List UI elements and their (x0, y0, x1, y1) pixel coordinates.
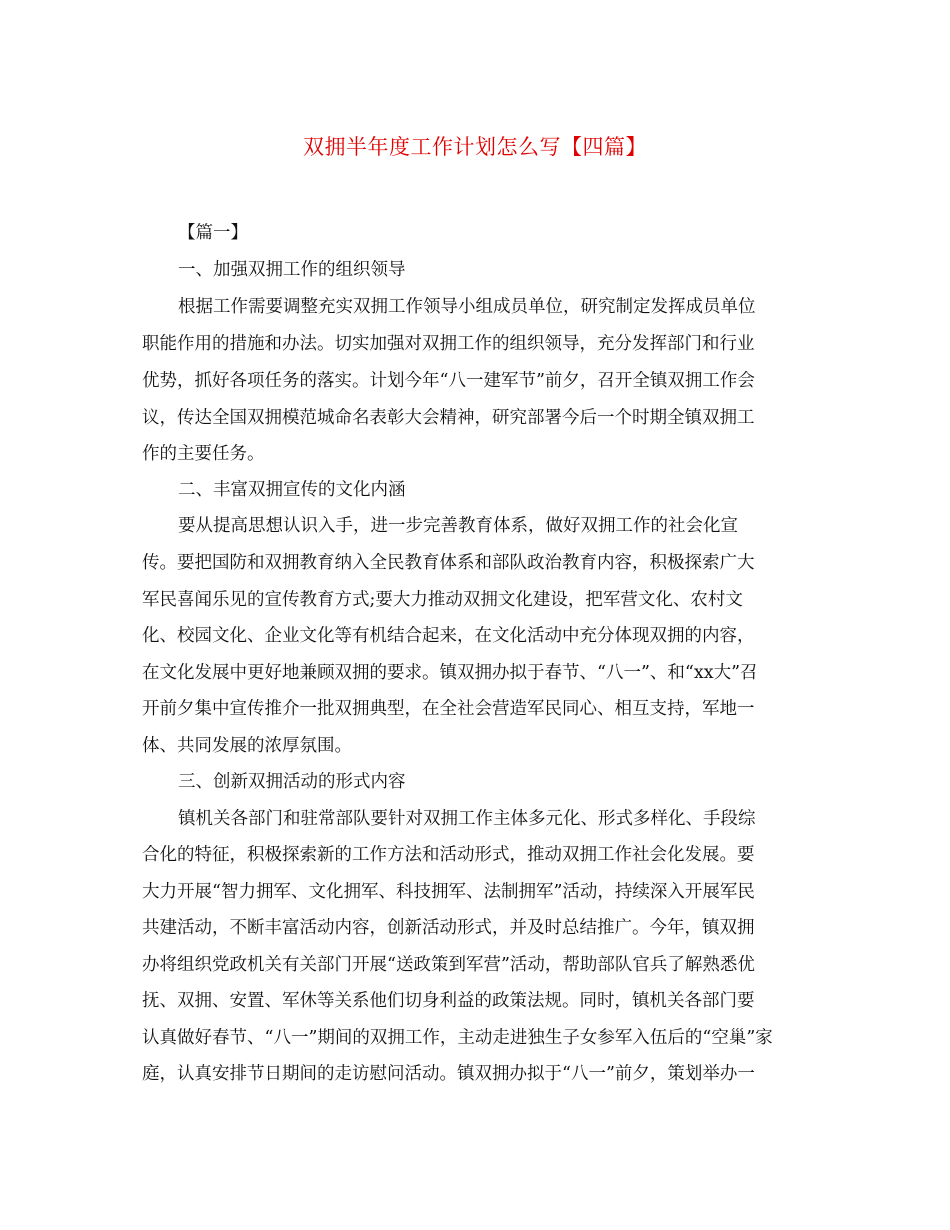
paragraph-1-line: 职能作用的措施和办法。切实加强对双拥工作的组织领导，充分发挥部门和行业 (142, 334, 755, 354)
heading-1: 一、加强双拥工作的组织领导 (178, 260, 406, 280)
paragraph-3-line: 大力开展“智力拥军、文化拥军、科技拥军、法制拥军”活动，持续深入开展军民 (142, 882, 755, 902)
paragraph-3-line: 认真做好春节、“八一”期间的双拥工作，主动走进独生子女参军入伍后的“空巢”家 (142, 1028, 773, 1048)
paragraph-1-line: 作的主要任务。 (142, 444, 265, 464)
paragraph-2-line: 在文化发展中更好地兼顾双拥的要求。镇双拥办拟于春节、“八一”、和“xx大”召 (142, 663, 758, 683)
paragraph-3-line: 合化的特征，积极探索新的工作方法和活动形式，推动双拥工作社会化发展。要 (142, 845, 755, 865)
paragraph-3-line: 庭，认真安排节日期间的走访慰问活动。镇双拥办拟于“八一”前夕，策划举办一 (142, 1064, 755, 1084)
paragraph-2-line: 体、共同发展的浓厚氛围。 (142, 736, 352, 756)
paragraph-1-line: 优势，抓好各项任务的落实。计划今年“八一建军节”前夕，召开全镇双拥工作会 (142, 371, 755, 391)
paragraph-2-line: 军民喜闻乐见的宣传教育方式;要大力推动双拥文化建设，把军营文化、农村文 (142, 590, 743, 610)
paragraph-1-line: 议，传达全国双拥模范城命名表彰大会精神，研究部署今后一个时期全镇双拥工 (142, 408, 755, 428)
paragraph-2-line: 要从提高思想认识入手，进一步完善教育体系，做好双拥工作的社会化宣 (178, 516, 738, 536)
heading-2: 二、丰富双拥宣传的文化内涵 (178, 480, 406, 500)
paragraph-1-line: 根据工作需要调整充实双拥工作领导小组成员单位，研究制定发挥成员单位 (178, 297, 756, 317)
paragraph-3-line: 共建活动，不断丰富活动内容，创新活动形式，并及时总结推广。今年，镇双拥 (142, 918, 755, 938)
paragraph-2-line: 化、校园文化、企业文化等有机结合起来，在文化活动中充分体现双拥的内容， (142, 626, 755, 646)
heading-3: 三、创新双拥活动的形式内容 (178, 772, 406, 792)
paragraph-3-line: 办将组织党政机关有关部门开展“送政策到军营”活动，帮助部队官兵了解熟悉优 (142, 955, 755, 975)
paragraph-2-line: 开前夕集中宣传推介一批双拥典型，在全社会营造军民同心、相互支持，军地一 (142, 699, 755, 719)
section-label: 【篇一】 (178, 223, 248, 243)
paragraph-3-line: 抚、双拥、安置、军休等关系他们切身利益的政策法规。同时，镇机关各部门要 (142, 991, 755, 1011)
paragraph-2-line: 传。要把国防和双拥教育纳入全民教育体系和部队政治教育内容，积极探索广大 (142, 553, 755, 573)
document-title: 双拥半年度工作计划怎么写【四篇】 (303, 135, 647, 159)
paragraph-3-line: 镇机关各部门和驻常部队要针对双拥工作主体多元化、形式多样化、手段综 (178, 809, 756, 829)
